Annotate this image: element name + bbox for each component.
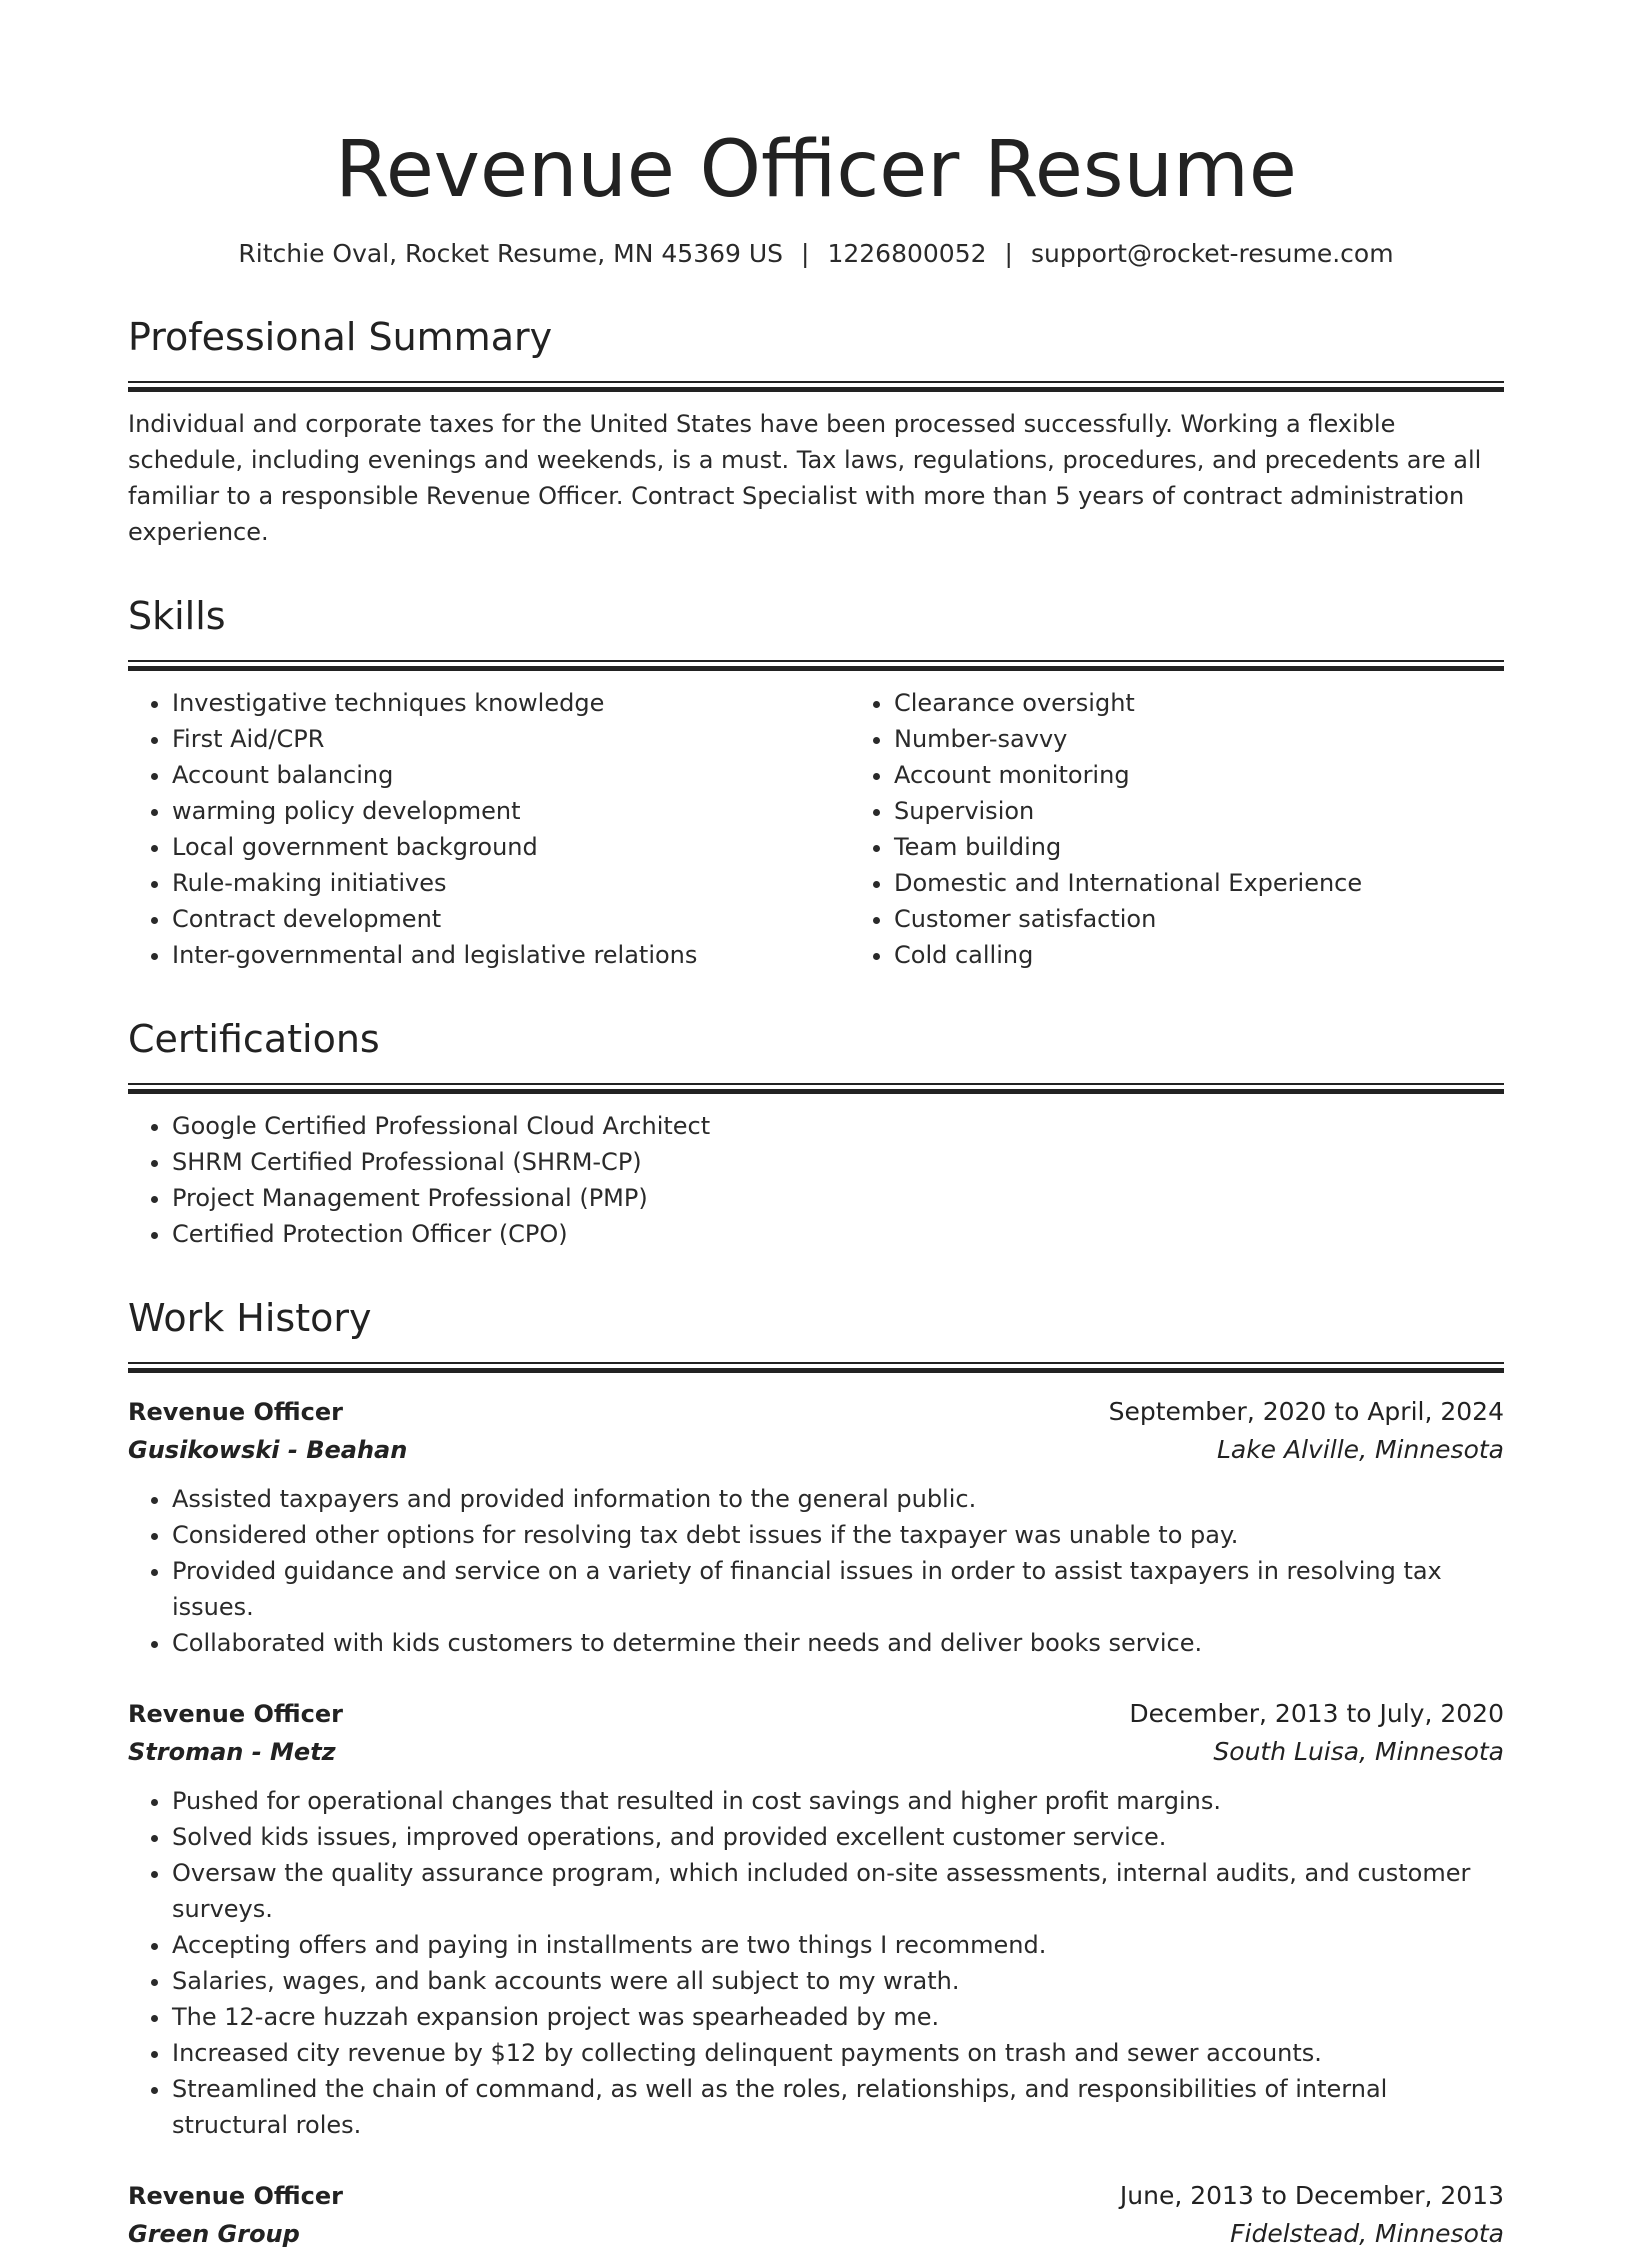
job-duty-item: • Salaries, wages, and bank accounts were all subject to my wrath. — [172, 1963, 1504, 1999]
contact-address: Ritchie Oval, Rocket Resume, MN 45369 US — [238, 239, 784, 268]
job-employer-row — [128, 1733, 1504, 1771]
skill-item: • Rule-making initiatives — [172, 865, 850, 901]
job-duty-item: • Increased city revenue by $12 by collecting delinquent payments on trash and sewer accounts. — [172, 2035, 1504, 2071]
skill-item: • First Aid/CPR — [172, 721, 850, 757]
job-company: Stroman - Metz — [128, 1738, 336, 1766]
skill-item: • Investigative techniques knowledge — [172, 685, 850, 721]
certifications-section — [128, 1017, 1504, 1252]
summary-section — [128, 315, 1504, 550]
section-divider — [128, 1362, 1504, 1373]
job-duties-list — [128, 1783, 1504, 2143]
job-dates: June, 2013 to December, 2013 — [1119, 2181, 1504, 2210]
skill-item: • Contract development — [172, 901, 850, 937]
skill-item: • Number-savvy — [894, 721, 1572, 757]
skills-list-left — [128, 685, 850, 973]
skill-item: • Customer satisfaction — [894, 901, 1572, 937]
skill-item: • Domestic and International Experience — [894, 865, 1572, 901]
job-dates: December, 2013 to July, 2020 — [1129, 1699, 1504, 1728]
job-company: Gusikowski - Beahan — [128, 1436, 408, 1464]
job-dates: September, 2020 to April, 2024 — [1108, 1397, 1504, 1426]
section-divider — [128, 381, 1504, 392]
skill-item: • Clearance oversight — [894, 685, 1572, 721]
job-header-row — [128, 1393, 1504, 1431]
job-duty-item: • Oversaw the quality assurance program, which included on-site assessments, internal audits, and customer surveys. — [172, 1855, 1504, 1927]
skills-heading: Skills — [128, 594, 226, 638]
skill-item: • Supervision — [894, 793, 1572, 829]
certifications-list — [128, 1108, 1504, 1252]
job-employer-row — [128, 1431, 1504, 1469]
certification-item: • Google Certified Professional Cloud Architect — [172, 1108, 1504, 1144]
job-duty-item: • The 12-acre huzzah expansion project was spearheaded by me. — [172, 1999, 1504, 2035]
section-divider — [128, 1083, 1504, 1094]
contact-separator: | — [801, 239, 810, 268]
job-header-row — [128, 1695, 1504, 1733]
job-duty-item: • Solved kids issues, improved operations, and provided excellent customer service. — [172, 1819, 1504, 1855]
job-location: Fidelstead, Minnesota — [1230, 2219, 1504, 2248]
skills-columns — [128, 671, 1504, 973]
certification-item: • Certified Protection Officer (CPO) — [172, 1216, 1504, 1252]
skill-item: • Account monitoring — [894, 757, 1572, 793]
certification-item: • SHRM Certified Professional (SHRM-CP) — [172, 1144, 1504, 1180]
contact-line — [128, 237, 1504, 271]
skills-list-right — [850, 685, 1572, 973]
job-duty-item: • Pushed for operational changes that resulted in cost savings and higher profit margins. — [172, 1783, 1504, 1819]
job-duty-item: • Provided guidance and service on a variety of financial issues in order to assist taxpayers in resolving tax issues. — [172, 1553, 1504, 1625]
job-entry — [128, 2177, 1504, 2253]
job-duty-item: • Assisted taxpayers and provided information to the general public. — [172, 1481, 1504, 1517]
skills-section — [128, 594, 1504, 973]
job-title: Revenue Officer — [128, 1700, 343, 1728]
summary-text: Individual and corporate taxes for the United States have been processed successfully. Working a flexible schedule, including evenings and weekends, is a must. Tax laws, regulations, procedures, and precedents are all familiar to a responsible Revenue Officer. Contract Specialist with more than 5 years of contract administration experience. — [128, 410, 1482, 546]
job-duty-item: • Considered other options for resolving tax debt issues if the taxpayer was unable to pay. — [172, 1517, 1504, 1553]
skill-item: • Account balancing — [172, 757, 850, 793]
job-title: Revenue Officer — [128, 1398, 343, 1426]
contact-email: support@rocket-resume.com — [1030, 239, 1394, 268]
contact-phone: 1226800052 — [827, 239, 987, 268]
skill-item: • warming policy development — [172, 793, 850, 829]
contact-separator: | — [1004, 239, 1013, 268]
work-history-section — [128, 1296, 1504, 2253]
job-company: Green Group — [128, 2220, 300, 2248]
job-duty-item: • Streamlined the chain of command, as well as the roles, relationships, and responsibilities of internal structural roles. — [172, 2071, 1504, 2143]
resume-title: Revenue Officer Resume — [335, 125, 1297, 215]
job-duty-item: • Collaborated with kids customers to determine their needs and deliver books service. — [172, 1625, 1504, 1661]
work-history-heading: Work History — [128, 1296, 372, 1340]
job-duties-list — [128, 1481, 1504, 1661]
job-entry — [128, 1393, 1504, 1661]
skill-item: • Team building — [894, 829, 1572, 865]
skill-item: • Local government background — [172, 829, 850, 865]
job-location: South Luisa, Minnesota — [1213, 1737, 1504, 1766]
job-entry — [128, 1695, 1504, 2143]
section-divider — [128, 660, 1504, 671]
job-location: Lake Alville, Minnesota — [1216, 1435, 1504, 1464]
summary-heading: Professional Summary — [128, 315, 553, 359]
job-employer-row — [128, 2215, 1504, 2253]
certifications-heading: Certifications — [128, 1017, 380, 1061]
skill-item: • Cold calling — [894, 937, 1572, 973]
job-header-row — [128, 2177, 1504, 2215]
certification-item: • Project Management Professional (PMP) — [172, 1180, 1504, 1216]
job-duty-item: • Accepting offers and paying in installments are two things I recommend. — [172, 1927, 1504, 1963]
skill-item: • Inter-governmental and legislative relations — [172, 937, 850, 973]
job-title: Revenue Officer — [128, 2182, 343, 2210]
